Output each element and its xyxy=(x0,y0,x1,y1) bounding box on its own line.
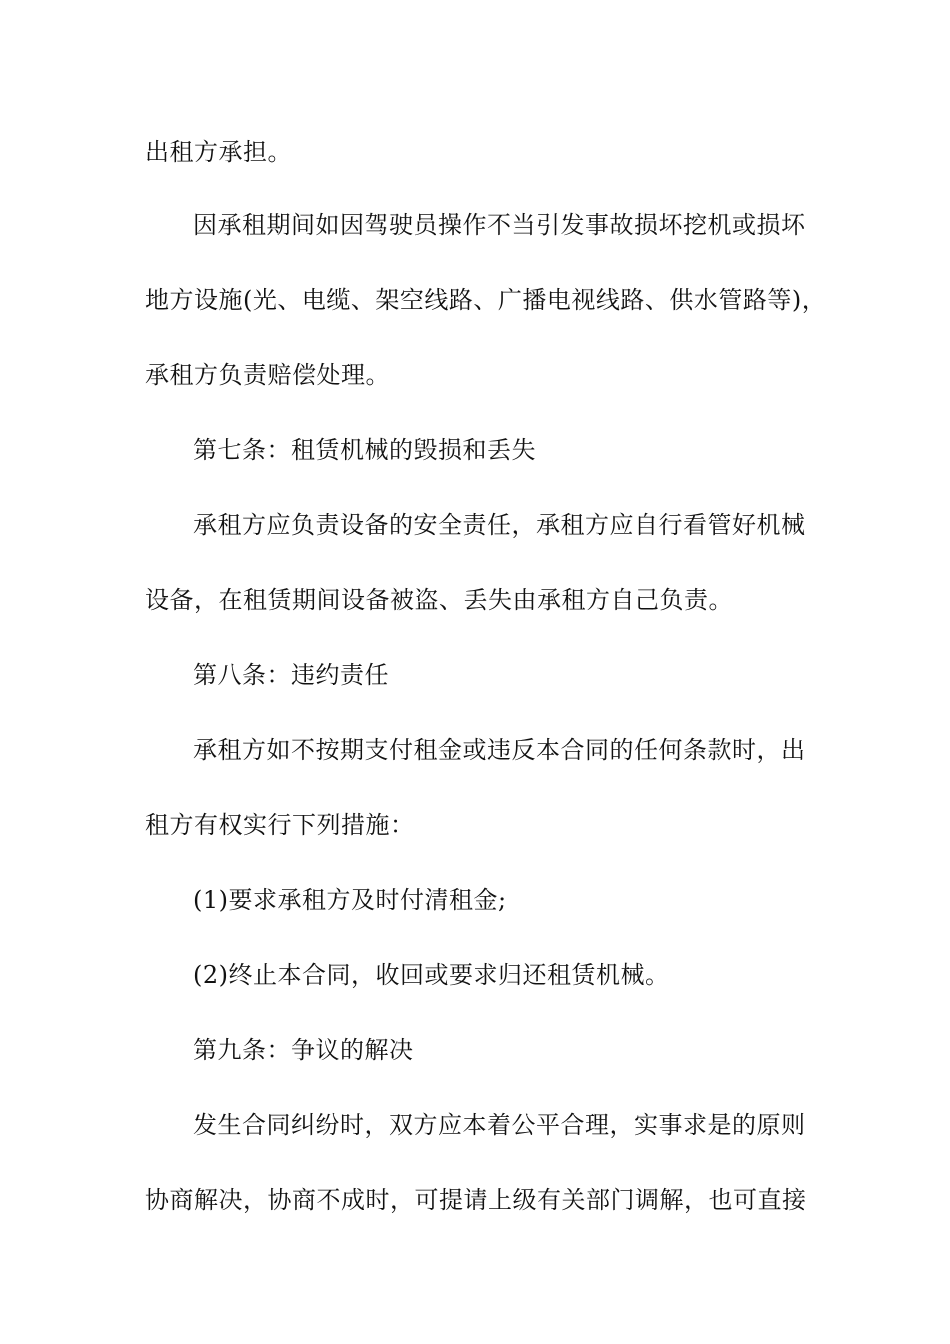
text-line-4: 承租方负责赔偿处理。 xyxy=(145,361,390,389)
list-item-2: (2)终止本合同，收回或要求归还租赁机械。 xyxy=(193,961,670,989)
section-heading-8: 第八条：违约责任 xyxy=(193,661,389,689)
list-item-1: (1)要求承租方及时付清租金; xyxy=(193,886,507,914)
text-line-6: 承租方应负责设备的安全责任，承租方应自行看管好机械 xyxy=(193,511,806,539)
text-line-1: 出租方承担。 xyxy=(145,138,292,166)
section-heading-9: 第九条：争议的解决 xyxy=(193,1036,414,1064)
text-line-15: 协商解决，协商不成时，可提请上级有关部门调解，也可直接 xyxy=(145,1186,807,1214)
text-line-9: 承租方如不按期支付租金或违反本合同的任何条款时，出 xyxy=(193,736,806,764)
text-line-10: 租方有权实行下列措施： xyxy=(145,811,415,839)
text-line-7: 设备，在租赁期间设备被盗、丢失由承租方自己负责。 xyxy=(145,586,733,614)
text-line-2: 因承租期间如因驾驶员操作不当引发事故损坏挖机或损坏 xyxy=(193,211,806,239)
text-line-14: 发生合同纠纷时，双方应本着公平合理，实事求是的原则 xyxy=(193,1111,806,1139)
section-heading-7: 第七条：租赁机械的毁损和丢失 xyxy=(193,436,536,464)
text-line-3: 地方设施(光、电缆、架空线路、广播电视线路、供水管路等)， xyxy=(145,286,827,314)
